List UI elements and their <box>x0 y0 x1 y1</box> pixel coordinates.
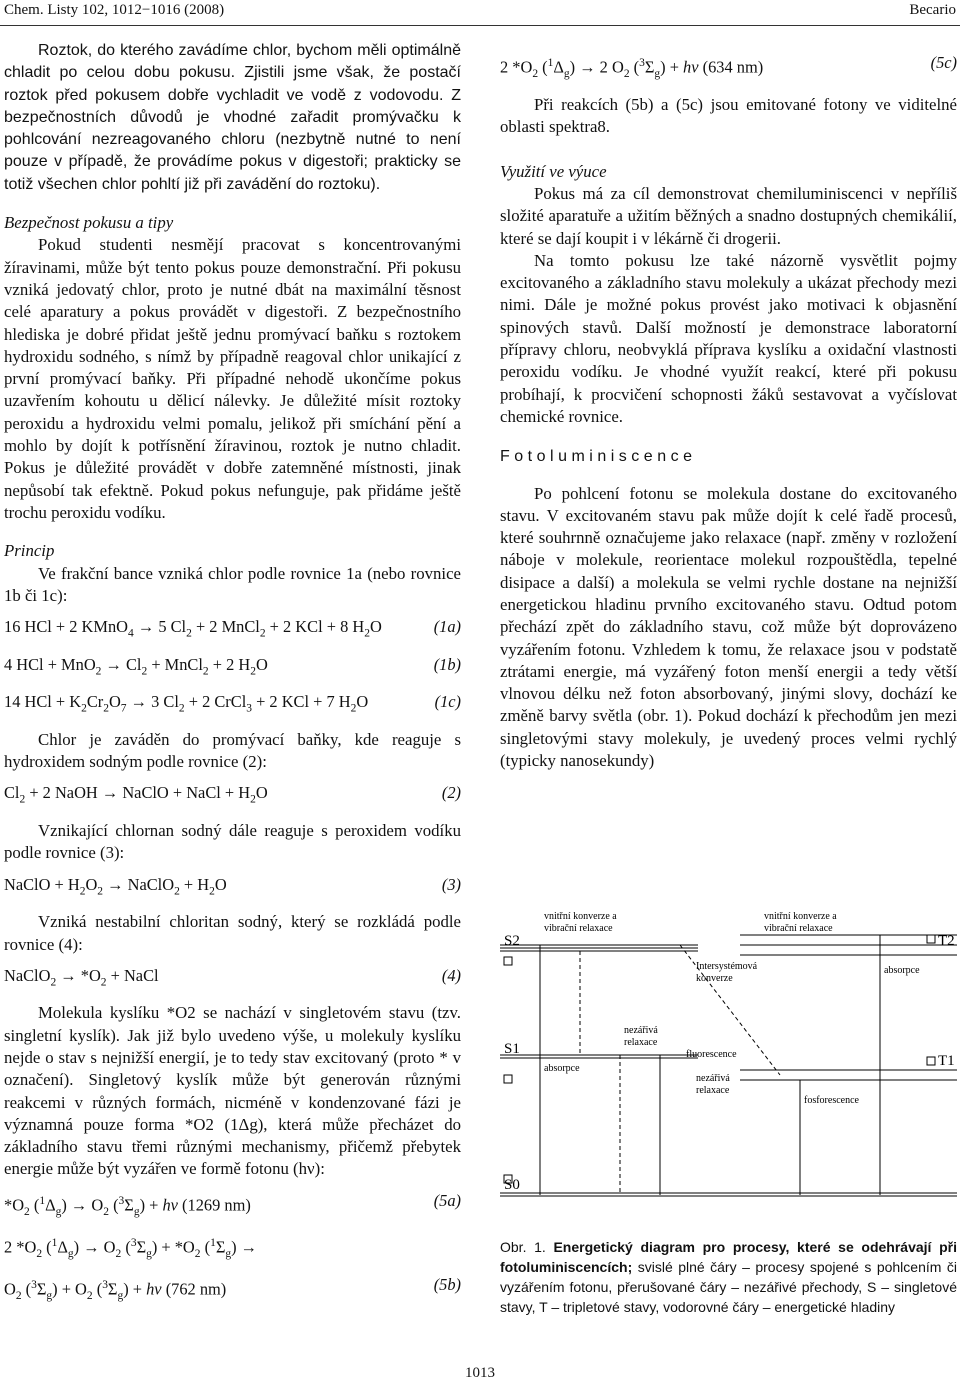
fig-label: vnitřní konverze a <box>764 911 837 922</box>
fig-label: nezářivá <box>624 1025 658 1036</box>
paragraph: Vznikající chlornan sodný dále reaguje s peroxidem vodíku podle rovnice (3): <box>4 821 461 863</box>
equation-4: NaClO$_2$ → $*O_2$ + NaCl (4) <box>4 965 461 989</box>
equation-5c: 2 $*O_2$ $(^1\Delta_g) \to 2$ $O_2$ $(^3\Sigma_g) + h\nu$ (634 nm) (5c) <box>500 53 957 80</box>
paragraph: Při reakcích (5b) a (5c) jsou emitované fotony ve viditelné oblasti spektra8. <box>500 95 957 137</box>
running-header-right: Becario <box>909 2 956 18</box>
fig-label: absorpce <box>544 1063 580 1074</box>
equation-2: $Cl_2 + 2$ NaOH → NaClO + NaCl + $H_2O$ (2) <box>4 783 461 806</box>
equation-5b: $O_2$ $(^3\Sigma_g) + O_2$ $(^3\Sigma_g) + h\nu$ (762 nm) (5b) <box>4 1274 461 1302</box>
equation-1a: 16 HCl + 2 KMnO$_4$ → 5 $Cl_2 + 2$ MnCl$_2$ + 2 KCl + 8 $H_2O$ (1a) <box>4 617 461 640</box>
state-label-s0: S0 <box>504 1177 520 1193</box>
fig-label: relaxace <box>624 1037 658 1048</box>
paragraph: Pokud studenti nesmějí pracovat s koncentrovanými žíravinami, může být tento pokus pouze demonstrační. Při pokusu vzniká jedovatý chlor, proto je nutné dbát na maximální těsnost celé aparatury a pokus provádět v digestoři. Z bezpečnostního hlediska je dobré přidat ještě jednu promývací baňku s roztokem hydroxidu sodného, s nímž by případně reagoval chlor unikající z první promývací baňky. Při případné nehodě ukončíme pokus uzavřením kohoutu u dělicí nálevky. Je důležité mísit roztoky peroxidu a hydroxidu velmi pomalu, jelikož při smíchání pění a mohlo by dojít k potřísnění žíravinou, roztok je nutno chladit. Pokus je důležité provádět v dobře zatemněné místnosti, jinak nepůsobí tak efektně. Pokud pokus nefunguje, pak přidáme ještě trochu peroxidu vodíku. <box>4 235 461 522</box>
fig-label: konverze <box>696 973 733 984</box>
fig-label: absorpce <box>884 965 920 976</box>
fig-label: nezářivá <box>696 1073 730 1084</box>
state-label-t2: T2 <box>938 933 955 949</box>
paragraph: Molekula kyslíku *O2 se nachází v singletovém stavu (tzv. singletní kyslík). Jak již bylo uvedeno výše, u molekuly kyslíku nejde o stav s nejnižší energií, je to tedy stav excitovaný (proto * v označení). Singletový kyslík může být generován různými reakcemi v různých formách, nicméně v kondenzované fázi je významná pouze forma *O2 (1Δg), která může přecházet do základního stavu třemi různými mechanismy, přičemž přebytek energie může být vyzářen ve formě fotonu (hν): <box>4 1003 461 1179</box>
section-heading: Princip <box>4 541 55 561</box>
section-heading: Využití ve výuce <box>500 161 607 181</box>
fig-label: vibrační relaxace <box>764 923 833 934</box>
figure-caption: Obr. 1. Energetický diagram pro procesy, které se odehrávají při fotoluminiscencích; svislé plné čáry – procesy spojené s pohlcením či vyzářením fotonu, přerušované čáry – nezářivé přechody, S – singletové stavy, T – tripletové stavy, vodorovné čáry – energetické hladiny <box>500 1239 958 1315</box>
paragraph: Po pohlcení fotonu se molekula dostane do excitovaného stavu. V excitovaném stavu pak může dojít k celé řadě procesů, které souhrnně označujeme jako relaxace (např. změny v rozložení náboje v molekule, reorientace molekul rozpouštědla, tepelné disipace a další) a molekula se velmi rychle dostane na nejnižší energetickou hladinu prvního excitovaného stavu. Odtud potom přechází zpět do základního stavu, což může být doprovázeno vyzářením fotonu. Vzhledem k tomu, že relaxace jsou v podstatě ztrátami energie, má vyzářený foton menší energii a tedy větší vlnovou délku než foton absorbovaný, jinými slovy, dochází ke změně barvy světla (obr. 1). Pokud dochází k přechodům jen mezi singletovými stavy molekuly, je uvedený proces velmi rychlý (typicky nanosekundy) <box>500 483 957 771</box>
page-number: 1013 <box>465 1365 495 1381</box>
equation-5a: $*O_2$ $(^1\Delta_g) \to O_2$ $(^3\Sigma_g) + h\nu$ (1269 nm) (5a) <box>4 1190 461 1218</box>
paragraph: Chlor je zaváděn do promývací baňky, kde reaguje s hydroxidem sodným podle rovnice (2): <box>4 729 461 772</box>
fig-label: vibrační relaxace <box>544 923 613 934</box>
paragraph: Na tomto pokusu lze také názorně vysvětlit pojmy excitovaného a základního stavu molekuly a ukázat přechody mezi nimi. Dále je možné pokus provést jako motivaci k objasnění spinových stavů. Další možností je demonstrace laboratorní přípravy chloru, neobvyklá příprava kyslíku a oxidační vlastnosti peroxidu vodíku. Je vhodné využít reakcí, které při pokusu probíhají, k procvičení schopnosti žáků sestavovat a vyčíslovat chemické rovnice. <box>500 250 957 426</box>
paragraph: Ve frakční bance vzniká chlor podle rovnice 1a (nebo rovnice 1b či 1c): <box>4 563 461 605</box>
equation-1b: 4 HCl + $MnO_2 \to Cl_2$ + MnCl$_2$ + 2 $H_2O$ (1b) <box>4 654 461 677</box>
fig-label: Intersystémová <box>696 961 758 972</box>
state-label-s1: S1 <box>504 1041 520 1057</box>
fig-label: fluorescence <box>686 1049 737 1060</box>
right-column <box>500 40 957 772</box>
equation-3: NaClO + $H_2O_2$ → NaClO$_2$ + $H_2O$ (3) <box>4 874 461 897</box>
header-rule <box>0 25 960 26</box>
fig-label: vnitřní konverze a <box>544 911 617 922</box>
running-header-left: Chem. Listy 102, 1012−1016 (2008) <box>4 2 225 18</box>
fig-label: fosforescence <box>804 1095 859 1106</box>
paragraph: Vzniká nestabilní chloritan sodný, který se rozkládá podle rovnice (4): <box>4 912 461 954</box>
equation-5b-line1: 2 $*O_2$ $(^1\Delta_g) \to O_2$ $(^3\Sigma_g) + *O_2$ $(^1\Sigma_g)$ → <box>4 1236 258 1260</box>
equation-1c: 14 HCl + $K_2Cr_2O_7 \to 3$ $Cl_2 + 2$ CrCl$_3$ + 2 KCl + 7 $H_2O$ (1c) <box>4 692 461 715</box>
jablonski-diagram <box>500 905 957 1205</box>
state-label-t1: T1 <box>938 1053 955 1069</box>
left-column <box>4 40 461 1316</box>
section-heading: Bezpečnost pokusu a tipy <box>4 213 174 233</box>
section-heading: Fotoluminiscence <box>500 448 697 466</box>
paragraph: Pokus má za cíl demonstrovat chemiluminiscenci v nepříliš složité aparatuře a užitím běžných a snadno dostupných chemikálií, které se dají koupit i v lékárně či drogerii. <box>500 183 957 248</box>
state-label-s2: S2 <box>504 933 520 949</box>
fig-label: relaxace <box>696 1085 730 1096</box>
paragraph: Roztok, do kterého zavádíme chlor, bychom měli optimálně chladit po celou dobu pokusu. Zjistili jsme však, že postačí roztok před pokusem dobře vychladit ve vodě z vodovodu. Z bezpečnostních důvodů je vhodné zařadit promývačku k pohlcování nezreagovaného chloru (nezbytně nutné to není pouze v případě, že provádíme pokus v digestoři; prakticky se totiž všechen chlor pohltí již při zavádění do roztoku). <box>4 42 461 193</box>
